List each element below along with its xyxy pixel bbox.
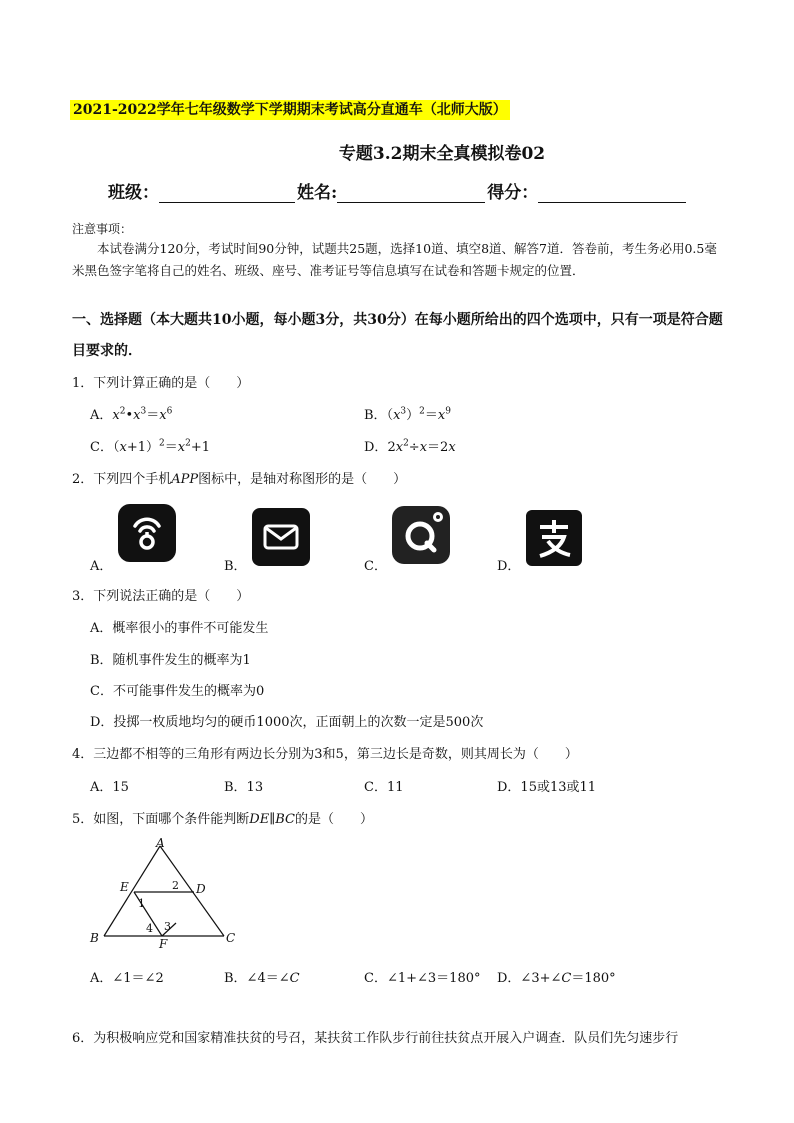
question-6-stem: 6．为积极响应党和国家精准扶贫的号召，某扶贫工作队步行前往扶贫点开展入户调查．队员们先匀速步行 <box>72 1031 679 1046</box>
score-blank[interactable] <box>538 184 686 203</box>
question-5-option-a: A．∠1＝∠2 <box>90 971 164 986</box>
name-blank[interactable] <box>337 184 485 203</box>
figure-label-A: A <box>156 836 165 850</box>
series-title: 2021-2022学年七年级数学下学期期末考试高分直通车（北师大版） <box>70 100 510 120</box>
angle-label-3: 3 <box>164 920 171 933</box>
figure-label-F: F <box>159 937 168 951</box>
question-4-option-c: C．11 <box>364 780 404 795</box>
class-blank[interactable] <box>159 184 295 203</box>
question-5-option-d: D．∠3+∠C＝180° <box>497 971 616 986</box>
student-info-fields <box>108 178 688 203</box>
figure-label-E: E <box>120 880 129 894</box>
angle-label-2: 2 <box>172 879 179 892</box>
question-4-option-d: D．15或13或11 <box>497 780 597 795</box>
question-2-label-d: D． <box>497 559 521 574</box>
question-3-option-d: D．投掷一枚质地均匀的硬币1000次，正面朝上的次数一定是500次 <box>90 715 484 730</box>
question-5-option-b: B．∠4＝∠C <box>224 971 300 986</box>
question-4-option-a: A．15 <box>90 780 129 795</box>
question-4-stem: 4．三边都不相等的三角形有两边长分别为3和5，第三边长是奇数，则其周长为（ ） <box>72 747 578 762</box>
figure-label-D: D <box>196 882 206 896</box>
notice-body: 本试卷满分120分，考试时间90分钟，试题共25题，选择10道、填空8道、解答7道．答卷前，考生务必用0.5毫米黑色签字笔将自己的姓名、班级、座号、准考证号等信息填写在试卷和答题卡规定的位置． <box>72 241 717 278</box>
alipay-icon[interactable] <box>526 510 582 566</box>
figure-label-C: C <box>226 931 236 945</box>
question-2-label-a: A． <box>90 559 113 574</box>
name-label: 姓名: <box>297 183 338 203</box>
question-5-option-c: C．∠1+∠3＝180° <box>364 971 481 986</box>
figure-label-B: B <box>90 931 99 945</box>
question-1-stem: 1．下列计算正确的是（ ） <box>72 376 250 391</box>
angle-label-1: 1 <box>138 897 145 910</box>
question-2-label-c: C． <box>364 559 387 574</box>
wifi-key-icon[interactable] <box>118 504 176 562</box>
score-label: 得分： <box>487 183 539 203</box>
question-5-stem: 5．如图，下面哪个条件能判断DE∥BC的是（ ） <box>72 812 373 827</box>
question-3-stem: 3．下列说法正确的是（ ） <box>72 589 250 604</box>
question-4-option-b: B．13 <box>224 780 264 795</box>
question-1-option-b: B．$(x^3)^2=x^9$ <box>364 406 451 423</box>
page-title: 专题3.2期末全真模拟卷02 <box>338 144 546 164</box>
question-3-option-a: A．概率很小的事件不可能发生 <box>90 621 269 636</box>
section-title: 一、选择题（本大题共10小题，每小题3分，共30分）在每小题所给出的四个选项中，只有一项是符合题目要求的． <box>72 312 723 359</box>
search-q-icon[interactable] <box>392 506 450 564</box>
notice-title: 注意事项： <box>72 222 133 236</box>
question-1-option-a: A．$x^2•x^3=x^6$ <box>90 406 173 423</box>
question-1-option-c: C．$(x+1)^2=x^2+1$ <box>90 438 210 455</box>
class-label: 班级： <box>108 183 159 203</box>
angle-label-4: 4 <box>146 922 153 935</box>
question-3-option-c: C．不可能事件发生的概率为0 <box>90 684 265 699</box>
triangle-figure <box>84 836 244 951</box>
mail-icon[interactable] <box>252 508 310 566</box>
question-2-label-b: B． <box>224 559 247 574</box>
question-1-option-d: D．$2x^2\div x=2x$ <box>364 438 456 455</box>
question-2-stem: 2．下列四个手机APP图标中，是轴对称图形的是（ ） <box>72 472 407 487</box>
question-3-option-b: B．随机事件发生的概率为1 <box>90 653 251 668</box>
